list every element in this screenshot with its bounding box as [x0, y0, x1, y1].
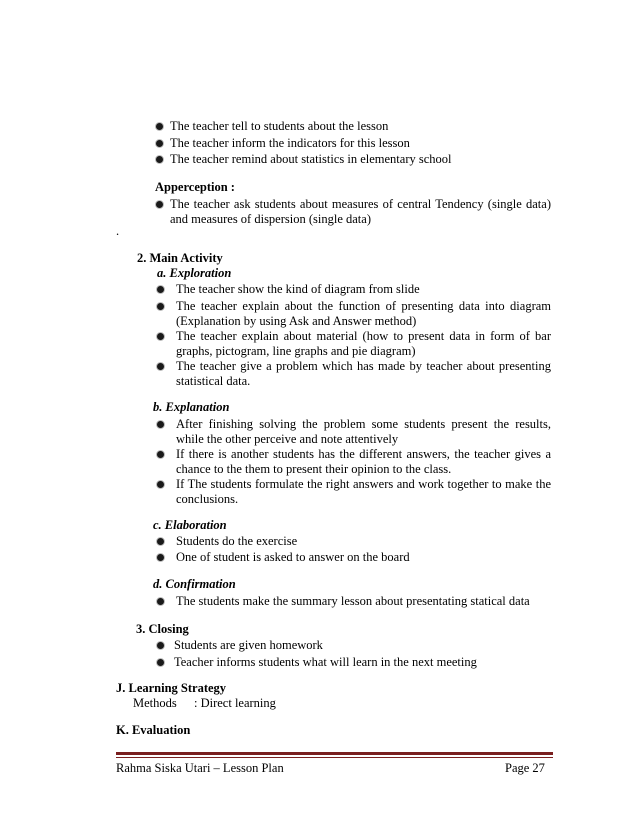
learning-strategy-heading: J. Learning Strategy	[116, 681, 227, 695]
footer-rule-thick	[116, 752, 553, 755]
explanation-bullet-1-line1: After finishing solving the problem some students present the results,	[176, 417, 551, 431]
footer-left: Rahma Siska Utari – Lesson Plan	[116, 761, 284, 775]
bullet-icon	[155, 300, 167, 312]
elaboration-bullet-1: Students do the exercise	[176, 534, 298, 548]
bullet-icon	[154, 198, 166, 210]
evaluation-heading: K. Evaluation	[116, 723, 191, 737]
opening-bullet-2: The teacher inform the indicators for this lesson	[170, 136, 410, 150]
footer-page-number: Page 27	[505, 761, 545, 775]
bullet-icon	[155, 551, 167, 563]
elaboration-heading: c. Elaboration	[153, 518, 227, 532]
bullet-icon	[155, 639, 167, 651]
methods-value: : Direct learning	[194, 696, 276, 710]
apperception-bullet-line1: The teacher ask students about measures of central Tendency (single data)	[170, 197, 551, 211]
bullet-icon	[155, 595, 167, 607]
exploration-bullet-3-line1: The teacher explain about material (how to present data in form of bar	[176, 329, 551, 343]
exploration-bullet-3-line2: graphs, pictogram, line graphs and pie diagram)	[176, 344, 416, 358]
confirmation-heading: d. Confirmation	[153, 577, 236, 591]
explanation-bullet-1-line2: while the other perceive and note attentively	[176, 432, 399, 446]
footer-rule-thin	[116, 757, 553, 758]
exploration-bullet-4-line2: statistical data.	[176, 374, 251, 388]
bullet-icon	[155, 448, 167, 460]
closing-bullet-2: Teacher informs students what will learn in the next meeting	[174, 655, 477, 669]
opening-bullet-1: The teacher tell to students about the lesson	[170, 119, 389, 133]
closing-bullet-1: Students are given homework	[174, 638, 323, 652]
explanation-heading: b. Explanation	[153, 400, 230, 414]
exploration-bullet-1: The teacher show the kind of diagram from slide	[176, 282, 420, 296]
elaboration-bullet-2: One of student is asked to answer on the board	[176, 550, 410, 564]
main-activity-heading: 2. Main Activity	[137, 251, 223, 265]
exploration-bullet-2-line1: The teacher explain about the function of presenting data into diagram	[176, 299, 551, 313]
bullet-icon	[155, 418, 167, 430]
apperception-heading: Apperception :	[155, 180, 235, 194]
exploration-heading: a. Exploration	[157, 266, 232, 280]
confirmation-bullet-1: The students make the summary lesson about presentating statical data	[176, 594, 530, 608]
bullet-icon	[154, 120, 166, 132]
explanation-bullet-2-line1: If there is another students has the different answers, the teacher gives a	[176, 447, 551, 461]
apperception-bullet-line2: and measures of dispersion (single data)	[170, 212, 371, 226]
methods-label: Methods	[133, 696, 177, 710]
exploration-bullet-4-line1: The teacher give a problem which has made by teacher about presenting	[176, 359, 551, 373]
explanation-bullet-3-line2: conclusions.	[176, 492, 239, 506]
bullet-icon	[155, 535, 167, 547]
bullet-icon	[155, 283, 167, 295]
opening-bullet-3: The teacher remind about statistics in elementary school	[170, 152, 452, 166]
closing-heading: 3. Closing	[136, 622, 189, 636]
explanation-bullet-2-line2: chance to the them to present their opinion to the class.	[176, 462, 452, 476]
bullet-icon	[154, 137, 166, 149]
bullet-icon	[155, 330, 167, 342]
explanation-bullet-3-line1: If The students formulate the right answers and work together to make the	[176, 477, 551, 491]
bullet-icon	[154, 153, 166, 165]
bullet-icon	[155, 360, 167, 372]
exploration-bullet-2-line2: (Explanation by using Ask and Answer method)	[176, 314, 417, 328]
bullet-icon	[155, 656, 167, 668]
bullet-icon	[155, 478, 167, 490]
stray-dot: .	[116, 224, 120, 238]
